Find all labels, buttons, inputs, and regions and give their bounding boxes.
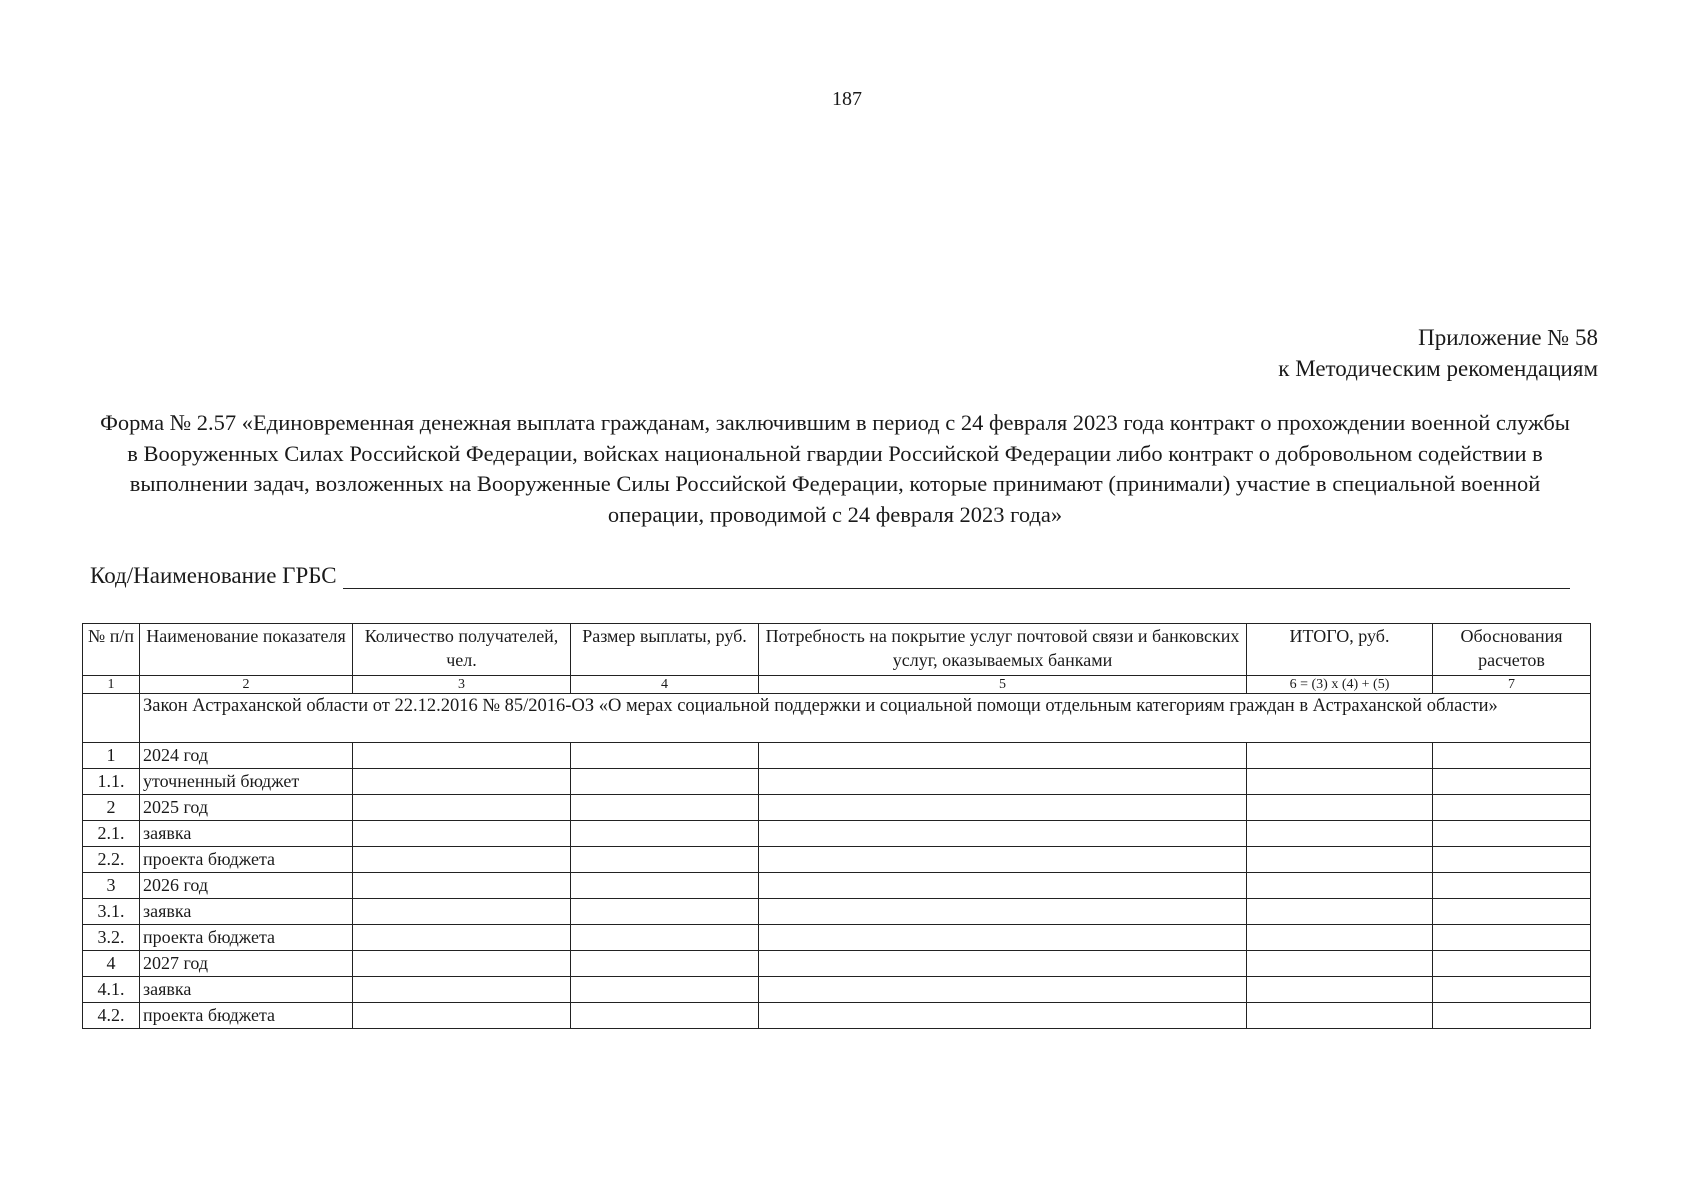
- column-header: Наименование показателя: [140, 624, 353, 676]
- services-cell[interactable]: [759, 743, 1247, 769]
- row-name: проекта бюджета: [140, 847, 353, 873]
- recipients-cell[interactable]: [353, 821, 571, 847]
- appendix-note: [1278, 322, 1598, 384]
- recipients-cell[interactable]: [353, 847, 571, 873]
- total-cell[interactable]: [1247, 821, 1433, 847]
- law-number-cell: [83, 694, 140, 743]
- table-header-row: [83, 624, 1591, 676]
- table-row: [83, 925, 1591, 951]
- table-row: [83, 743, 1591, 769]
- total-cell[interactable]: [1247, 743, 1433, 769]
- column-number: 4: [571, 676, 759, 694]
- column-number-row: [83, 676, 1591, 694]
- row-number: 2.1.: [83, 821, 140, 847]
- row-number: 1.1.: [83, 769, 140, 795]
- row-number: 4.2.: [83, 1003, 140, 1029]
- grbs-blank-line: [343, 562, 1570, 589]
- row-name: 2024 год: [140, 743, 353, 769]
- column-number: 6 = (3) x (4) + (5): [1247, 676, 1433, 694]
- services-cell[interactable]: [759, 873, 1247, 899]
- recipients-cell[interactable]: [353, 951, 571, 977]
- row-number: 4: [83, 951, 140, 977]
- table-row: [83, 873, 1591, 899]
- recipients-cell[interactable]: [353, 873, 571, 899]
- total-cell[interactable]: [1247, 795, 1433, 821]
- row-number: 3.1.: [83, 899, 140, 925]
- payment-size-cell[interactable]: [571, 743, 759, 769]
- services-cell[interactable]: [759, 951, 1247, 977]
- total-cell[interactable]: [1247, 899, 1433, 925]
- row-name: заявка: [140, 821, 353, 847]
- table-row: [83, 769, 1591, 795]
- services-cell[interactable]: [759, 925, 1247, 951]
- appendix-line-2: к Методическим рекомендациям: [1278, 356, 1598, 381]
- justification-cell[interactable]: [1433, 899, 1591, 925]
- justification-cell[interactable]: [1433, 769, 1591, 795]
- row-number: 4.1.: [83, 977, 140, 1003]
- page-number: 187: [832, 88, 862, 110]
- table-row: [83, 977, 1591, 1003]
- services-cell[interactable]: [759, 1003, 1247, 1029]
- row-number: 2: [83, 795, 140, 821]
- table-row: [83, 1003, 1591, 1029]
- row-name: 2027 год: [140, 951, 353, 977]
- justification-cell[interactable]: [1433, 743, 1591, 769]
- total-cell[interactable]: [1247, 847, 1433, 873]
- recipients-cell[interactable]: [353, 1003, 571, 1029]
- grbs-field: [90, 562, 1570, 589]
- table-row: [83, 951, 1591, 977]
- payment-size-cell[interactable]: [571, 925, 759, 951]
- payment-size-cell[interactable]: [571, 1003, 759, 1029]
- column-header: Обоснования расчетов: [1433, 624, 1591, 676]
- services-cell[interactable]: [759, 821, 1247, 847]
- table-row: [83, 899, 1591, 925]
- payment-size-cell[interactable]: [571, 769, 759, 795]
- services-cell[interactable]: [759, 977, 1247, 1003]
- services-cell[interactable]: [759, 847, 1247, 873]
- table-row: [83, 847, 1591, 873]
- justification-cell[interactable]: [1433, 847, 1591, 873]
- payment-size-cell[interactable]: [571, 847, 759, 873]
- recipients-cell[interactable]: [353, 795, 571, 821]
- services-cell[interactable]: [759, 795, 1247, 821]
- total-cell[interactable]: [1247, 977, 1433, 1003]
- table-row: [83, 795, 1591, 821]
- services-cell[interactable]: [759, 899, 1247, 925]
- payment-size-cell[interactable]: [571, 873, 759, 899]
- grbs-label: Код/Наименование ГРБС: [90, 563, 337, 588]
- total-cell[interactable]: [1247, 1003, 1433, 1029]
- column-number: 5: [759, 676, 1247, 694]
- column-header: Размер выплаты, руб.: [571, 624, 759, 676]
- payment-size-cell[interactable]: [571, 951, 759, 977]
- total-cell[interactable]: [1247, 951, 1433, 977]
- row-name: заявка: [140, 899, 353, 925]
- payment-size-cell[interactable]: [571, 821, 759, 847]
- justification-cell[interactable]: [1433, 873, 1591, 899]
- column-number: 7: [1433, 676, 1591, 694]
- recipients-cell[interactable]: [353, 743, 571, 769]
- row-name: заявка: [140, 977, 353, 1003]
- column-header: Потребность на покрытие услуг почтовой связи и банковских услуг, оказываемых банками: [759, 624, 1247, 676]
- recipients-cell[interactable]: [353, 977, 571, 1003]
- column-number: 1: [83, 676, 140, 694]
- total-cell[interactable]: [1247, 925, 1433, 951]
- table-row: [83, 821, 1591, 847]
- column-header: № п/п: [83, 624, 140, 676]
- row-number: 3.2.: [83, 925, 140, 951]
- law-row: [83, 694, 1591, 743]
- justification-cell[interactable]: [1433, 951, 1591, 977]
- row-name: проекта бюджета: [140, 1003, 353, 1029]
- column-header: Количество получателей, чел.: [353, 624, 571, 676]
- column-header: ИТОГО, руб.: [1247, 624, 1433, 676]
- payment-size-cell[interactable]: [571, 795, 759, 821]
- row-name: уточненный бюджет: [140, 769, 353, 795]
- appendix-line-1: Приложение № 58: [1418, 325, 1598, 350]
- form-table: [82, 623, 1591, 1029]
- recipients-cell[interactable]: [353, 925, 571, 951]
- justification-cell[interactable]: [1433, 925, 1591, 951]
- payment-size-cell[interactable]: [571, 977, 759, 1003]
- law-title: Закон Астраханской области от 22.12.2016 № 85/2016-ОЗ «О мерах социальной поддержки и социальной помощи отдельным категориям граждан в Астраханской области»: [140, 694, 1591, 743]
- services-cell[interactable]: [759, 769, 1247, 795]
- column-number: 2: [140, 676, 353, 694]
- row-number: 1: [83, 743, 140, 769]
- justification-cell[interactable]: [1433, 795, 1591, 821]
- total-cell[interactable]: [1247, 873, 1433, 899]
- form-title: Форма № 2.57 «Единовременная денежная выплата гражданам, заключившим в период с 24 февраля 2023 года контракт о прохождении военной службы в Вооруженных Силах Российской Федерации, войсках национальной гвардии Российской Федерации либо контракт о добровольном содействии в выполнении задач, возложенных на Вооруженные Силы Российской Федерации, которые принимают (принимали) участие в специальной военной операции, проводимой с 24 февраля 2023 года»: [100, 410, 1570, 527]
- justification-cell[interactable]: [1433, 1003, 1591, 1029]
- justification-cell[interactable]: [1433, 977, 1591, 1003]
- row-number: 3: [83, 873, 140, 899]
- row-name: 2025 год: [140, 795, 353, 821]
- column-number: 3: [353, 676, 571, 694]
- row-name: проекта бюджета: [140, 925, 353, 951]
- row-name: 2026 год: [140, 873, 353, 899]
- total-cell[interactable]: [1247, 769, 1433, 795]
- row-number: 2.2.: [83, 847, 140, 873]
- recipients-cell[interactable]: [353, 769, 571, 795]
- payment-size-cell[interactable]: [571, 899, 759, 925]
- justification-cell[interactable]: [1433, 821, 1591, 847]
- recipients-cell[interactable]: [353, 899, 571, 925]
